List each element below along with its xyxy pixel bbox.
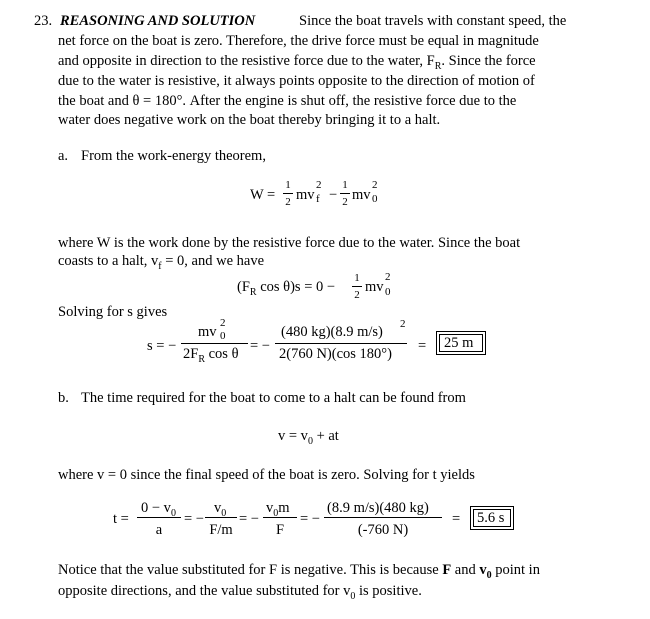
problem-heading: REASONING AND SOLUTION bbox=[60, 13, 256, 29]
kinematics-equation: $v = v_0$ + at bbox=[278, 428, 339, 447]
intro-line-2: net force on the boat is zero. Therefore, the drive force must be equal in magnitude bbox=[58, 33, 539, 49]
closing-line-1: Notice that the value substituted for F is negative. This is because F and $v_0$ point in bbox=[58, 562, 540, 581]
part-b-text: The time required for the boat to come to a halt can be found from bbox=[81, 390, 466, 406]
part-a-text: From the work-energy theorem, bbox=[81, 148, 266, 164]
intro-line-3: and opposite in direction to the resistive force due to the water, $F_R$. Since the force bbox=[58, 53, 536, 72]
intro-line-6: water does negative work on the boat thereby bringing it to a halt. bbox=[58, 112, 441, 128]
part-a-text-2: where W is the work done by the resistive force due to the water. Since the boat bbox=[58, 235, 521, 251]
time-answer-box bbox=[470, 506, 514, 530]
intro-line-5: the boat and θ = 180°. After the engine is shut off, the resistive force due to the bbox=[58, 93, 517, 109]
distance-answer-box bbox=[436, 331, 486, 355]
problem-number: 23. bbox=[34, 13, 53, 29]
intro-line-1: Since the boat travels with constant speed, the bbox=[299, 13, 567, 29]
time-answer: 5.6 s bbox=[477, 510, 505, 526]
part-b-text-2: where v = 0 since the final speed of the boat is zero. Solving for t yields bbox=[58, 467, 475, 483]
intro-line-4: due to the water is resistive, it always points opposite to the direction of motion of bbox=[58, 73, 535, 89]
part-a-label: a. bbox=[58, 148, 69, 164]
closing-line-2: opposite directions, and the value substituted for $v_0$ is positive. bbox=[58, 583, 422, 602]
part-a-text-4: Solving for s gives bbox=[58, 304, 168, 320]
distance-answer: 25 m bbox=[444, 335, 474, 351]
part-a-text-3: coasts to a halt, $v_f = 0$, and we have bbox=[58, 253, 265, 272]
part-b-label: b. bbox=[58, 390, 69, 406]
